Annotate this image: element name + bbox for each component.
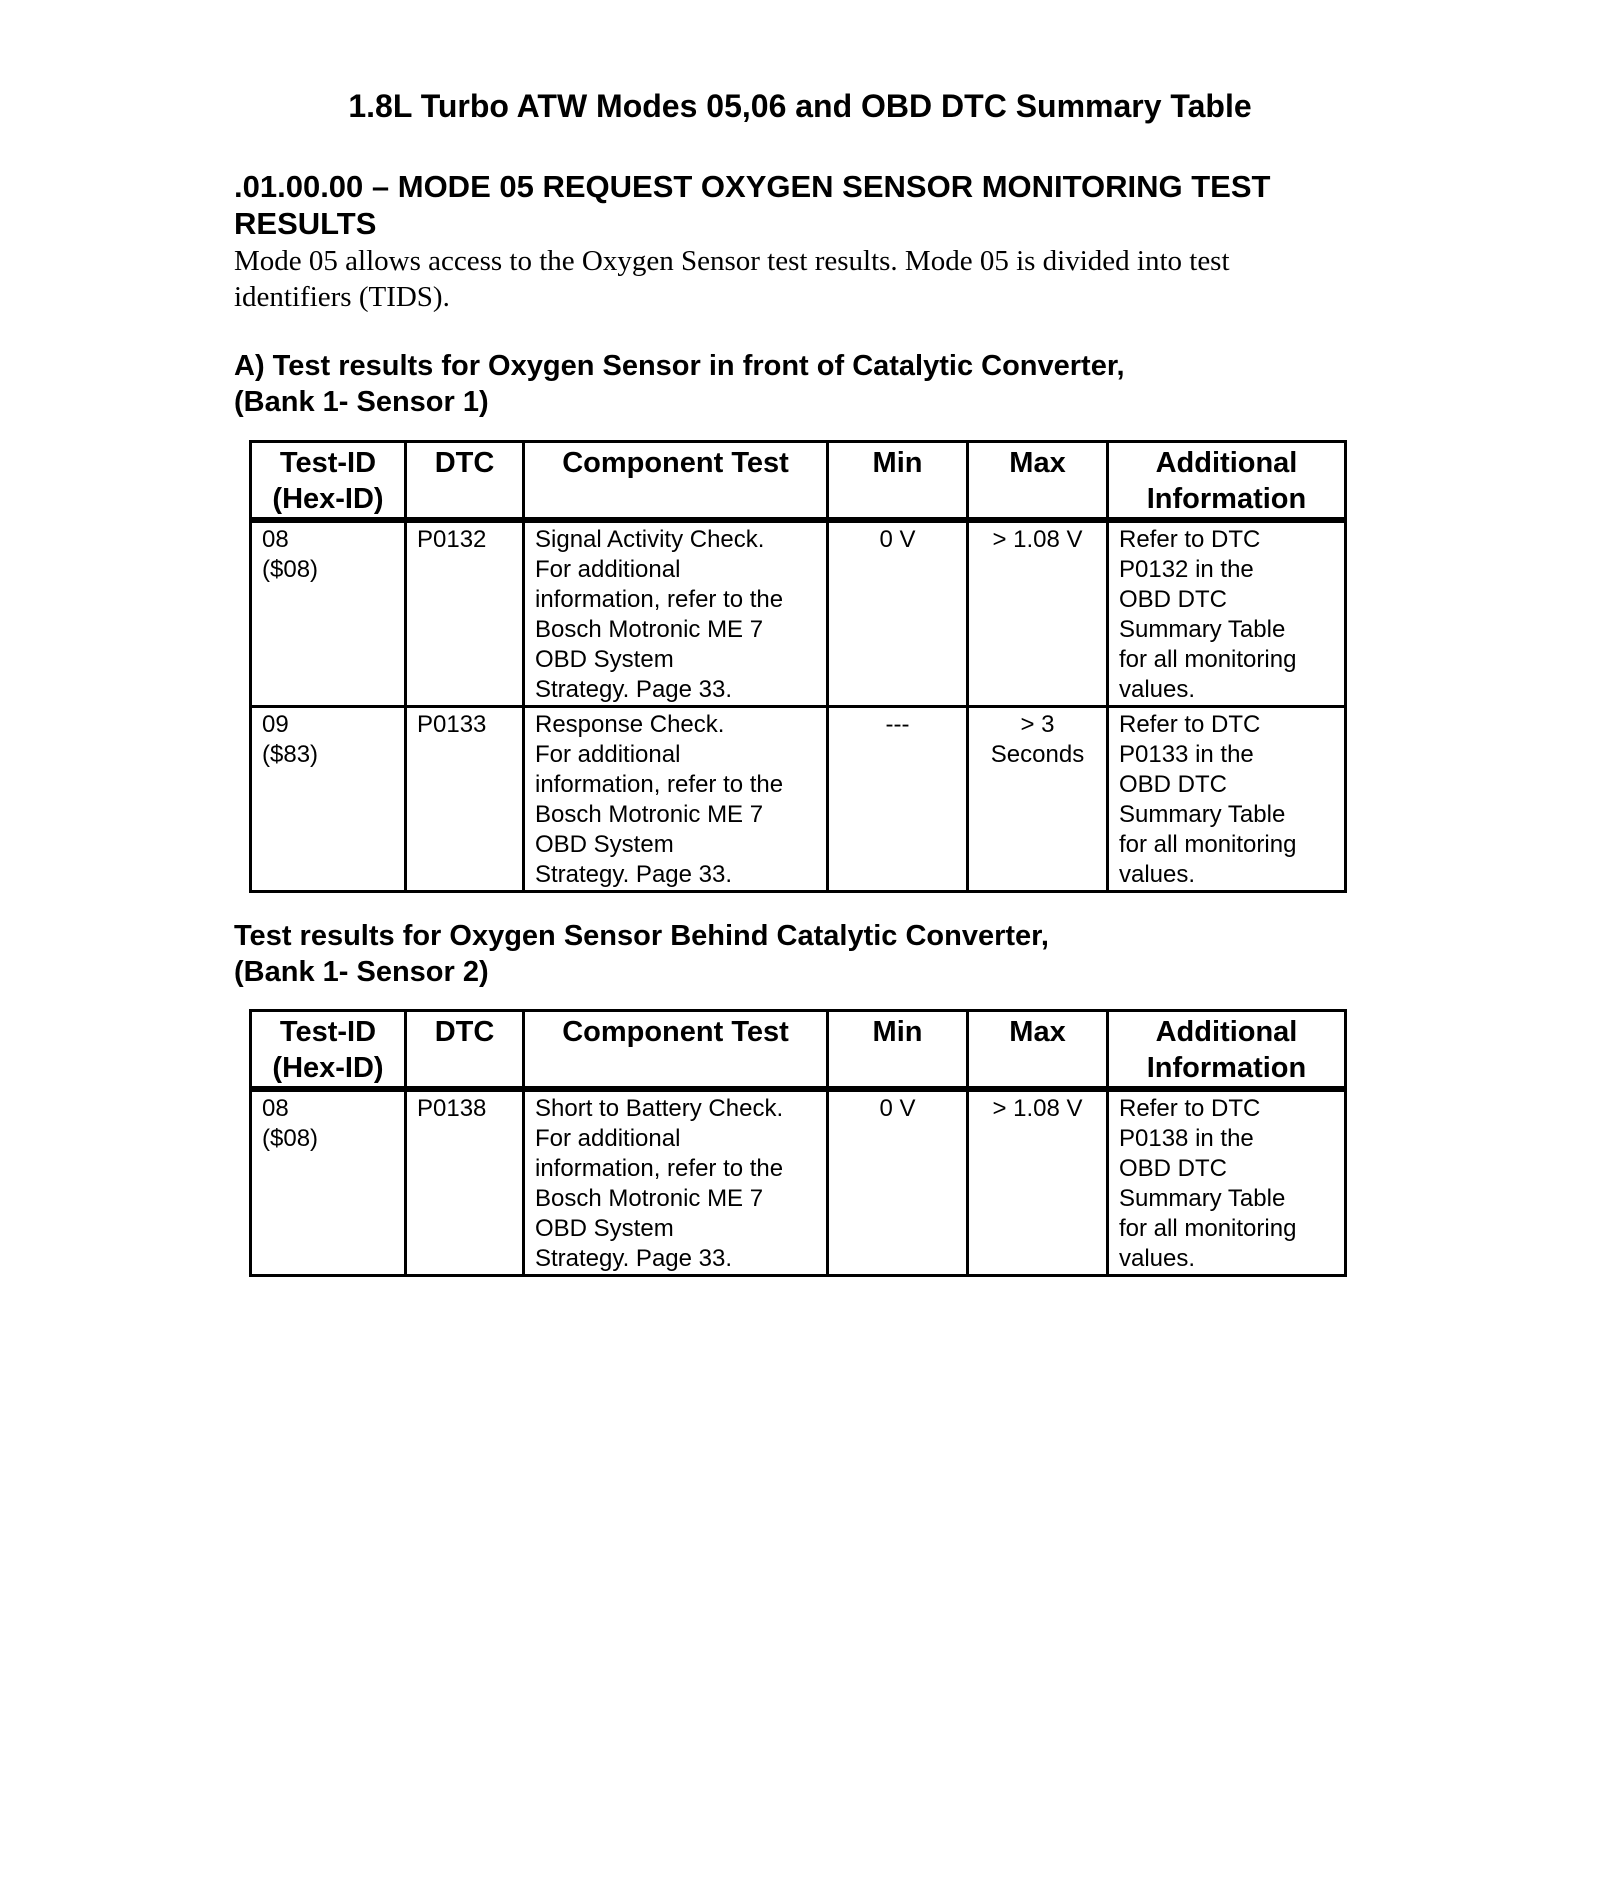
- cell-text: ($08): [262, 556, 319, 583]
- col-header-test-id: [251, 442, 406, 521]
- col-header-label: Information: [1146, 1052, 1307, 1084]
- cell-component-test: [524, 707, 828, 892]
- cell-text: ($83): [262, 741, 319, 768]
- cell-text: 08: [262, 1095, 289, 1122]
- cell-additional-information: [1108, 1089, 1346, 1276]
- cell-dtc: P0138: [406, 1089, 524, 1276]
- table-row: [251, 707, 1346, 892]
- cell-dtc: P0132: [406, 520, 524, 707]
- cell-max: [968, 520, 1108, 707]
- col-header-min: Min: [828, 1011, 968, 1090]
- col-header-label: Test-ID: [279, 1016, 377, 1048]
- col-header-label: Additional: [1155, 447, 1298, 479]
- cell-text: OBD DTC: [1119, 1155, 1227, 1182]
- cell-text: values.: [1119, 676, 1196, 703]
- cell-text: ($08): [262, 1125, 319, 1152]
- col-header-label: (Hex-ID): [272, 1052, 384, 1084]
- cell-min: 0 V: [828, 520, 968, 707]
- sensor-1-table: [249, 440, 1347, 893]
- col-header-test-id: [251, 1011, 406, 1090]
- table-body: [251, 1089, 1346, 1276]
- cell-text: for all monitoring: [1119, 646, 1297, 673]
- cell-text: Bosch Motronic ME 7: [535, 801, 764, 828]
- col-header-additional-information: [1108, 442, 1346, 521]
- cell-text: values.: [1119, 1245, 1196, 1272]
- cell-additional-information: [1108, 707, 1346, 892]
- cell-text: For additional: [535, 1125, 681, 1152]
- cell-text: for all monitoring: [1119, 1215, 1297, 1242]
- cell-dtc: P0133: [406, 707, 524, 892]
- table-header-row: [251, 1011, 1346, 1090]
- cell-text: Summary Table: [1119, 801, 1286, 828]
- cell-text: P0133 in the: [1119, 741, 1254, 768]
- table-row: [251, 1089, 1346, 1276]
- cell-text: OBD System: [535, 831, 674, 858]
- cell-text: for all monitoring: [1119, 831, 1297, 858]
- cell-text: P0132 in the: [1119, 556, 1254, 583]
- cell-text: 09: [262, 711, 289, 738]
- cell-text: P0138 in the: [1119, 1125, 1254, 1152]
- col-header-component-test: Component Test: [524, 1011, 828, 1090]
- cell-text: Strategy. Page 33.: [535, 861, 733, 888]
- cell-text: Refer to DTC: [1119, 526, 1261, 553]
- table-body: [251, 520, 1346, 892]
- cell-text: Bosch Motronic ME 7: [535, 616, 764, 643]
- cell-text: OBD System: [535, 646, 674, 673]
- cell-text: information, refer to the: [535, 586, 784, 613]
- cell-text: Response Check.: [535, 711, 725, 738]
- col-header-label: Test-ID: [279, 447, 377, 479]
- cell-text: information, refer to the: [535, 771, 784, 798]
- cell-additional-information: [1108, 520, 1346, 707]
- cell-text: Seconds: [990, 741, 1085, 768]
- cell-text: For additional: [535, 556, 681, 583]
- cell-max: [968, 1089, 1108, 1276]
- cell-max: [968, 707, 1108, 892]
- intro-line: identifiers (TIDS).: [234, 281, 450, 313]
- cell-text: Strategy. Page 33.: [535, 1245, 733, 1272]
- cell-text: > 3: [1020, 711, 1055, 738]
- cell-text: values.: [1119, 861, 1196, 888]
- cell-text: Refer to DTC: [1119, 1095, 1261, 1122]
- cell-text: Refer to DTC: [1119, 711, 1261, 738]
- cell-text: Signal Activity Check.: [535, 526, 765, 553]
- col-header-component-test: Component Test: [524, 442, 828, 521]
- col-header-additional-information: [1108, 1011, 1346, 1090]
- cell-text: Strategy. Page 33.: [535, 676, 733, 703]
- col-header-dtc: DTC: [406, 442, 524, 521]
- cell-test-id: [251, 520, 406, 707]
- cell-text: OBD System: [535, 1215, 674, 1242]
- cell-text: 08: [262, 526, 289, 553]
- section-heading-line: RESULTS: [234, 206, 377, 241]
- col-header-dtc: DTC: [406, 1011, 524, 1090]
- col-header-label: Additional: [1155, 1016, 1298, 1048]
- cell-test-id: [251, 707, 406, 892]
- col-header-max: Max: [968, 442, 1108, 521]
- intro-paragraph: [234, 243, 1384, 315]
- section-heading-line: .01.00.00 – MODE 05 REQUEST OXYGEN SENSOR MONITORING TEST: [234, 169, 1271, 204]
- table-a-heading-line: A) Test results for Oxygen Sensor in front of Catalytic Converter,: [234, 350, 1125, 382]
- col-header-max: Max: [968, 1011, 1108, 1090]
- col-header-label: Information: [1146, 483, 1307, 515]
- col-header-min: Min: [828, 442, 968, 521]
- cell-component-test: [524, 1089, 828, 1276]
- cell-text: Summary Table: [1119, 616, 1286, 643]
- cell-text: > 1.08 V: [992, 526, 1083, 553]
- cell-text: Short to Battery Check.: [535, 1095, 784, 1122]
- table-row: [251, 520, 1346, 707]
- document-title: 1.8L Turbo ATW Modes 05,06 and OBD DTC Summary Table: [348, 88, 1252, 124]
- section-heading: [234, 168, 1384, 242]
- table-a-heading-line: (Bank 1- Sensor 1): [234, 386, 489, 418]
- cell-text: OBD DTC: [1119, 771, 1227, 798]
- cell-text: > 1.08 V: [992, 1095, 1083, 1122]
- table-a-heading: [234, 348, 1384, 420]
- table-b-heading-line: (Bank 1- Sensor 2): [234, 956, 489, 988]
- cell-min: ---: [828, 707, 968, 892]
- sensor-2-table: [249, 1009, 1347, 1277]
- cell-min: 0 V: [828, 1089, 968, 1276]
- cell-component-test: [524, 520, 828, 707]
- cell-text: Bosch Motronic ME 7: [535, 1185, 764, 1212]
- table-header-row: [251, 442, 1346, 521]
- intro-line: Mode 05 allows access to the Oxygen Sensor test results. Mode 05 is divided into test: [234, 245, 1230, 277]
- table-b-heading-line: Test results for Oxygen Sensor Behind Catalytic Converter,: [234, 920, 1049, 952]
- cell-text: information, refer to the: [535, 1155, 784, 1182]
- cell-text: Summary Table: [1119, 1185, 1286, 1212]
- col-header-label: (Hex-ID): [272, 483, 384, 515]
- cell-test-id: [251, 1089, 406, 1276]
- table-b-heading: [234, 918, 1384, 990]
- cell-text: OBD DTC: [1119, 586, 1227, 613]
- cell-text: For additional: [535, 741, 681, 768]
